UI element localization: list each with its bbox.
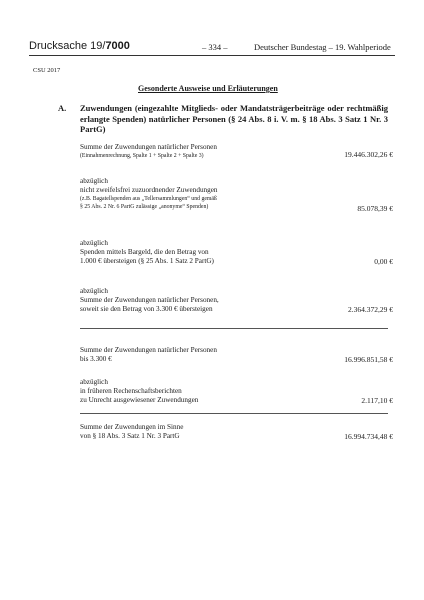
item-amount: 2.117,10 € — [361, 396, 393, 405]
item-amount: 16.996.851,58 € — [344, 355, 393, 364]
item-label: abzüglich — [80, 378, 108, 386]
item-amount: 19.446.302,26 € — [344, 150, 393, 159]
section-title: Gesonderte Ausweise und Erläuterungen — [138, 84, 278, 93]
item-note: (z.B. Bagatellspenden aus „Tellersammlungen“ und gemäß — [80, 196, 217, 202]
item-label: abzüglich — [80, 287, 108, 295]
item-label: nicht zweifelsfrei zuzuordnender Zuwendungen — [80, 186, 218, 194]
publisher: Deutscher Bundestag – 19. Wahlperiode — [254, 42, 391, 52]
item-amount: 16.994.734,48 € — [344, 432, 393, 441]
item-label: 1.000 € übersteigen (§ 25 Abs. 1 Satz 2 PartG) — [80, 257, 214, 265]
item-label: Summe der Zuwendungen natürlicher Personen — [80, 346, 217, 354]
item-label: zu Unrecht ausgewiesener Zuwendungen — [80, 396, 199, 404]
header-rule — [29, 55, 395, 56]
item-label: Summe der Zuwendungen natürlicher Personen — [80, 143, 217, 151]
item-note: (Einnahmenrechnung, Spalte 1 + Spalte 2 + Spalte 3) — [80, 153, 204, 159]
item-label: von § 18 Abs. 3 Satz 1 Nr. 3 PartG — [80, 432, 180, 440]
document-number — [29, 40, 130, 52]
section-a-label: A. — [58, 103, 67, 113]
item-label: Summe der Zuwendungen natürlicher Personen, — [80, 296, 219, 304]
page-number: – 334 – — [202, 42, 228, 52]
item-amount: 85.078,39 € — [357, 204, 393, 213]
separator-line — [80, 413, 388, 414]
document-number-value: 7000 — [105, 40, 130, 52]
item-label: in früheren Rechenschaftsberichten — [80, 387, 182, 395]
item-note: § 25 Abs. 2 Nr. 6 PartG zulässige „anonyme“ Spenden) — [80, 204, 209, 210]
section-a-heading: Zuwendungen (eingezahlte Mitglieds- oder Mandatsträgerbeiträge oder rechtmäßig erlangte Spenden) natürlicher Personen (§ 24 Abs. 8 i. V. m. § 18 Abs. 3 Satz 1 Nr. 3 PartG) — [80, 103, 388, 134]
separator-line — [80, 328, 388, 329]
item-amount: 2.364.372,29 € — [348, 305, 393, 314]
item-label: bis 3.300 € — [80, 355, 112, 363]
item-label: abzüglich — [80, 177, 108, 185]
item-label: Summe der Zuwendungen im Sinne — [80, 423, 184, 431]
document-number-prefix: Drucksache 19/ — [29, 40, 106, 52]
item-label: Spenden mittels Bargeld, die den Betrag von — [80, 248, 209, 256]
item-amount: 0,00 € — [374, 257, 393, 266]
party-year: CSU 2017 — [33, 67, 61, 74]
item-label: abzüglich — [80, 239, 108, 247]
item-label: soweit sie den Betrag von 3.300 € übersteigen — [80, 305, 213, 313]
